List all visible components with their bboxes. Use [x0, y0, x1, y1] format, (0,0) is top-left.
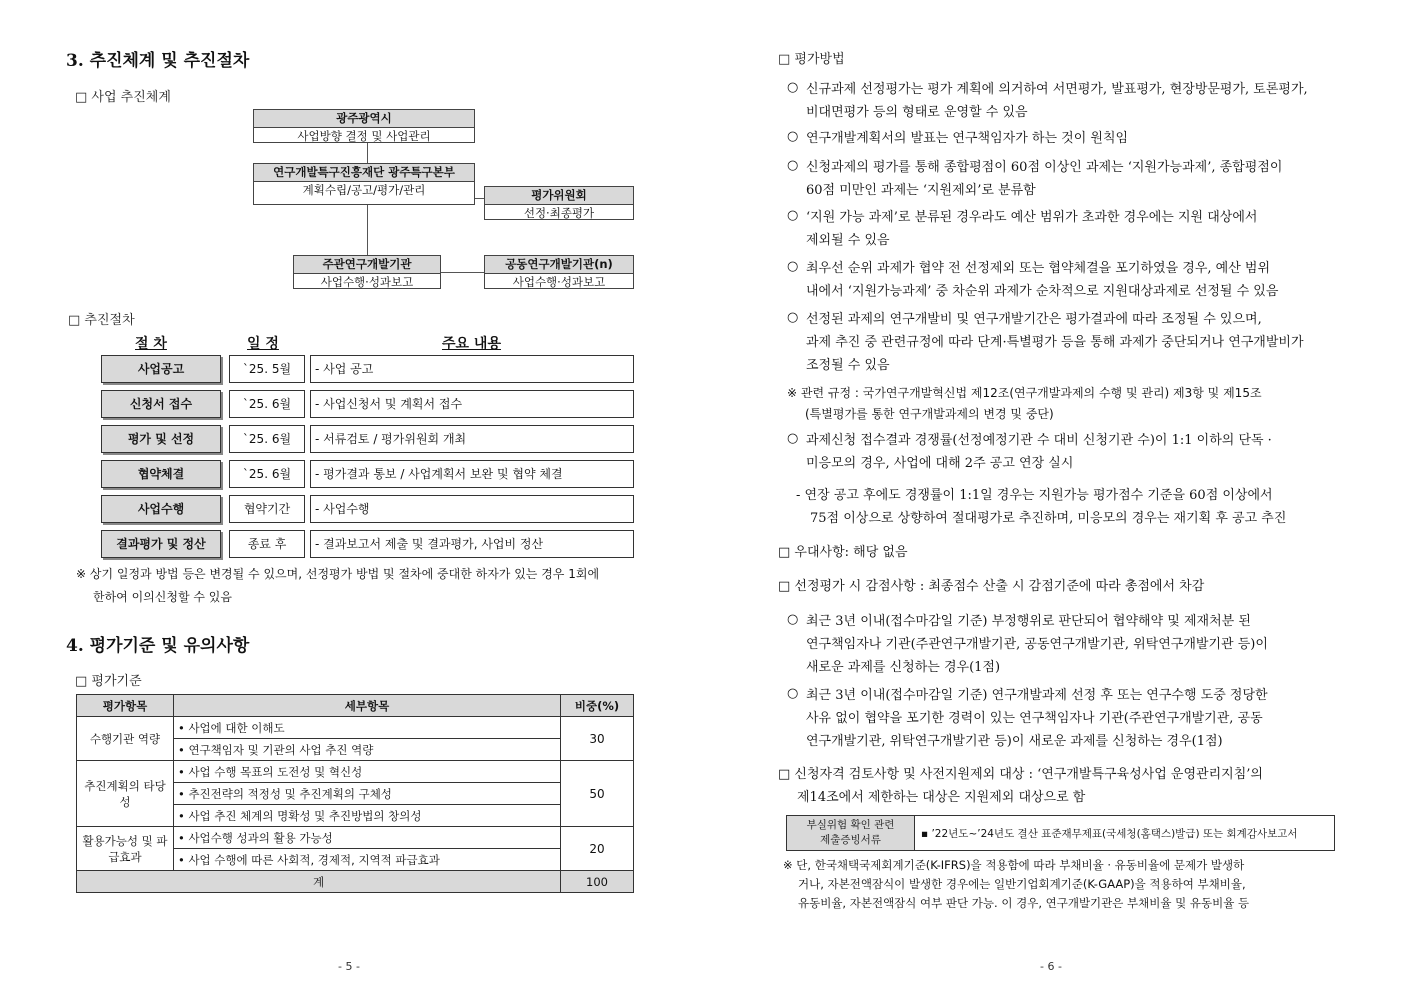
org-connector [367, 143, 368, 163]
org-box-gwangju [253, 109, 475, 143]
org-title: 주관연구개발기관 [294, 256, 440, 274]
proc-content: - 사업신청서 및 계획서 접수 [310, 390, 634, 418]
preference: □ 우대사항: 해당 없음 [778, 545, 908, 560]
proc-content: - 사업 공고 [310, 355, 634, 383]
reference-label-line: 제출증빙서류 [820, 834, 881, 846]
criteria-weight: 50 [561, 761, 634, 827]
deduction-line: 연구개발기관, 위탁연구개발기관 등)이 새로운 과제를 신청하는 경우(1점) [806, 734, 1223, 749]
proc-content: - 서류검토 / 평가위원회 개최 [310, 425, 634, 453]
org-heading: □ 사업 추진체계 [75, 90, 171, 105]
criteria-detail: • 추진전략의 적정성 및 추진계획의 구체성 [174, 783, 561, 805]
criteria-weight: 20 [561, 827, 634, 871]
section3-title: 3. 추진체계 및 추진절차 [66, 51, 250, 71]
proc-content: - 평가결과 통보 / 사업계획서 보완 및 협약 체결 [310, 460, 634, 488]
criteria-header-weight: 비중(%) [561, 695, 634, 717]
final-note-line: ※ 단, 한국채택국제회계기준(K-IFRS)을 적용함에 따라 부채비율 · 유동비율에 문제가 발생하 [783, 858, 1245, 872]
org-sub: 사업수행·성과보고 [320, 275, 414, 289]
section4-title: 4. 평가기준 및 유의사항 [66, 636, 250, 656]
proc-date: 협약기간 [229, 495, 305, 523]
criteria-detail: • 연구책임자 및 기관의 사업 추진 역량 [174, 739, 561, 761]
proc-header-content: 주요 내용 [442, 336, 501, 352]
final-note [783, 856, 1249, 913]
criteria-table [76, 694, 634, 893]
method-line: 조정될 수 있음 [806, 358, 890, 373]
reference-table [786, 815, 1335, 851]
proc-header-step: 절 차 [135, 336, 167, 352]
dash-line: 75점 이상으로 상향하여 절대평가로 추진하며, 미응모의 경우는 재기획 후 공고 추진 [810, 511, 1287, 526]
proc-note: ※ 상기 일정과 방법 등은 변경될 수 있으며, 선정평가 방법 및 절차에 중대한 하자가 있는 경우 1회에 [76, 567, 600, 581]
criteria-item: 수행기관 역량 [77, 717, 174, 761]
proc-header-date: 일 정 [247, 336, 279, 352]
proc-date: `25. 6월 [229, 390, 305, 418]
reference-value: ▪ ’22년도~’24년도 결산 표준재무제표(국세청(홈택스)발급) 또는 회계감사보고서 [915, 816, 1335, 851]
proc-date: `25. 6월 [229, 460, 305, 488]
org-title: 공동연구개발기관(n) [485, 256, 633, 274]
reference-label [787, 816, 915, 851]
org-title: 광주광역시 [254, 110, 474, 128]
page-number: - 5 - [338, 960, 360, 973]
criteria-heading: □ 평가기준 [75, 674, 142, 689]
bullet-circle: ○ [787, 80, 799, 95]
criteria-detail: • 사업 수행 목표의 도전성 및 혁신성 [174, 761, 561, 783]
deduction-line: 최근 3년 이내(접수마감일 기준) 부정행위로 판단되어 협약해약 및 제재처분 된 [806, 614, 1251, 629]
page-number: - 6 - [1040, 960, 1062, 973]
bullet-circle: ○ [787, 686, 799, 701]
org-box-main [293, 255, 441, 289]
org-sub: 계획수립/공고/평가/관리 [302, 183, 426, 197]
proc-content: - 사업수행 [310, 495, 634, 523]
proc-date: 종료 후 [229, 530, 305, 558]
bullet-circle: ○ [787, 431, 799, 446]
proc-heading: □ 추진절차 [68, 313, 135, 328]
method-line: ‘지원 가능 과제’로 분류된 경우라도 예산 범위가 초과한 경우에는 지원 대상에서 [806, 210, 1258, 225]
bullet-circle: ○ [787, 158, 799, 173]
criteria-detail: • 사업 추진 체계의 명확성 및 추진방법의 창의성 [174, 805, 561, 827]
criteria-item: 활용가능성 및 파급효과 [77, 827, 174, 871]
method-line: 제외될 수 있음 [806, 233, 890, 248]
proc-date: `25. 5월 [229, 355, 305, 383]
deduction-line: 연구책임자나 기관(주관연구개발기관, 공동연구개발기관, 위탁연구개발기관 등)이 [806, 637, 1268, 652]
method-line: 비대면평가 등의 형태로 운영할 수 있음 [806, 105, 1028, 120]
regulation-note [787, 383, 1262, 425]
deduction-line: 최근 3년 이내(접수마감일 기준) 연구개발과제 선정 후 또는 연구수행 도중 정당한 [806, 688, 1268, 703]
method-line: 내에서 ‘지원가능과제’ 중 차순위 과제가 순차적으로 지원대상과제로 선정될 수 있음 [806, 284, 1279, 299]
criteria-header-detail: 세부항목 [174, 695, 561, 717]
org-title: 연구개발특구진흥재단 광주특구본부 [254, 164, 474, 182]
org-sub: 사업수행·성과보고 [512, 275, 606, 289]
proc-date: `25. 6월 [229, 425, 305, 453]
reference-label-line: 부실위험 확인 관련 [806, 819, 895, 831]
proc-step: 사업공고 [101, 355, 221, 383]
proc-step: 신청서 접수 [101, 390, 221, 418]
method-line: 신청과제의 평가를 통해 종합평점이 60점 이상인 과제는 ‘지원가능과제’, 종합평점이 [806, 160, 1283, 175]
regulation-line: (특별평가를 통한 연구개발과제의 변경 및 중단) [805, 407, 1054, 421]
method-heading: □ 평가방법 [778, 52, 845, 67]
org-connector [367, 205, 368, 255]
criteria-total-label: 계 [77, 871, 561, 893]
criteria-detail: • 사업수행 성과의 활용 가능성 [174, 827, 561, 849]
method-line: 60점 미만인 과제는 ‘지원제외’로 분류함 [806, 183, 1036, 198]
eligibility-line: 제14조에서 제한하는 대상은 지원제외 대상으로 함 [797, 790, 1086, 805]
proc-step: 사업수행 [101, 495, 221, 523]
method-line: 선정된 과제의 연구개발비 및 연구개발기간은 평가결과에 따라 조정될 수 있으며, [806, 312, 1262, 327]
bullet-circle: ○ [787, 259, 799, 274]
proc-step: 평가 및 선정 [101, 425, 221, 453]
criteria-detail: • 사업 수행에 따른 사회적, 경제적, 지역적 파급효과 [174, 849, 561, 871]
org-title: 평가위원회 [485, 187, 633, 205]
regulation-line: ※ 관련 규정 : 국가연구개발혁신법 제12조(연구개발과제의 수행 및 관리) 제3항 및 제15조 [787, 386, 1262, 400]
method-line: 과제신청 접수결과 경쟁률(선정예정기관 수 대비 신청기관 수)이 1:1 이하의 단독 · [806, 433, 1272, 448]
bullet-circle: ○ [787, 129, 799, 144]
org-sub: 사업방향 결정 및 사업관리 [297, 129, 431, 143]
criteria-total-value: 100 [561, 871, 634, 893]
method-line: 최우선 순위 과제가 협약 전 선정제외 또는 협약체결을 포기하였을 경우, 예산 범위 [806, 261, 1271, 276]
proc-note: 한하여 이의신청할 수 있음 [93, 590, 232, 604]
deduction-line: 새로운 과제를 신청하는 경우(1점) [806, 660, 1001, 675]
method-line: 미응모의 경우, 사업에 대해 2주 공고 연장 실시 [806, 456, 1074, 471]
deduction-line: 사유 없이 협약을 포기한 경력이 있는 연구책임자나 기관(주관연구개발기관, 공동 [806, 711, 1263, 726]
proc-content: - 결과보고서 제출 및 결과평가, 사업비 정산 [310, 530, 634, 558]
org-sub: 선정·최종평가 [523, 206, 595, 220]
method-line: 과제 추진 중 관련규정에 따라 단계·특별평가 등을 통해 과제가 중단되거나 연구개발비가 [806, 335, 1304, 350]
method-line: 연구개발계획서의 발표는 연구책임자가 하는 것이 원칙임 [806, 131, 1129, 146]
criteria-item: 추진계획의 타당성 [77, 761, 174, 827]
final-note-line: 거나, 자본전액잠식이 발생한 경우에는 일반기업회계기준(K-GAAP)을 적용하여 부채비율, [798, 877, 1246, 891]
deduction-heading: □ 선정평가 시 감점사항 : 최종점수 산출 시 감점기준에 따라 총점에서 차감 [778, 579, 1205, 594]
criteria-header-item: 평가항목 [77, 695, 174, 717]
org-box-co [484, 255, 634, 289]
method-line: 신규과제 선정평가는 평가 계획에 의거하여 서면평가, 발표평가, 현장방문평가, 토론평가, [806, 82, 1308, 97]
criteria-detail: • 사업에 대한 이해도 [174, 717, 561, 739]
proc-step: 협약체결 [101, 460, 221, 488]
bullet-circle: ○ [787, 208, 799, 223]
dash-line: - 연장 공고 후에도 경쟁률이 1:1일 경우는 지원가능 평가점수 기준을 60점 이상에서 [796, 488, 1273, 503]
org-box-innopolis [253, 163, 475, 205]
criteria-weight: 30 [561, 717, 634, 761]
org-box-committee [484, 186, 634, 220]
bullet-circle: ○ [787, 310, 799, 325]
eligibility-line: □ 신청자격 검토사항 및 사전지원제외 대상 : ‘연구개발특구육성사업 운영관리지침’의 [778, 767, 1263, 782]
bullet-circle: ○ [787, 612, 799, 627]
final-note-line: 유동비율, 자본전액잠식 여부 판단 가능. 이 경우, 연구개발기관은 부채비율 및 유동비율 등 [798, 896, 1250, 910]
proc-step: 결과평가 및 정산 [101, 530, 221, 558]
